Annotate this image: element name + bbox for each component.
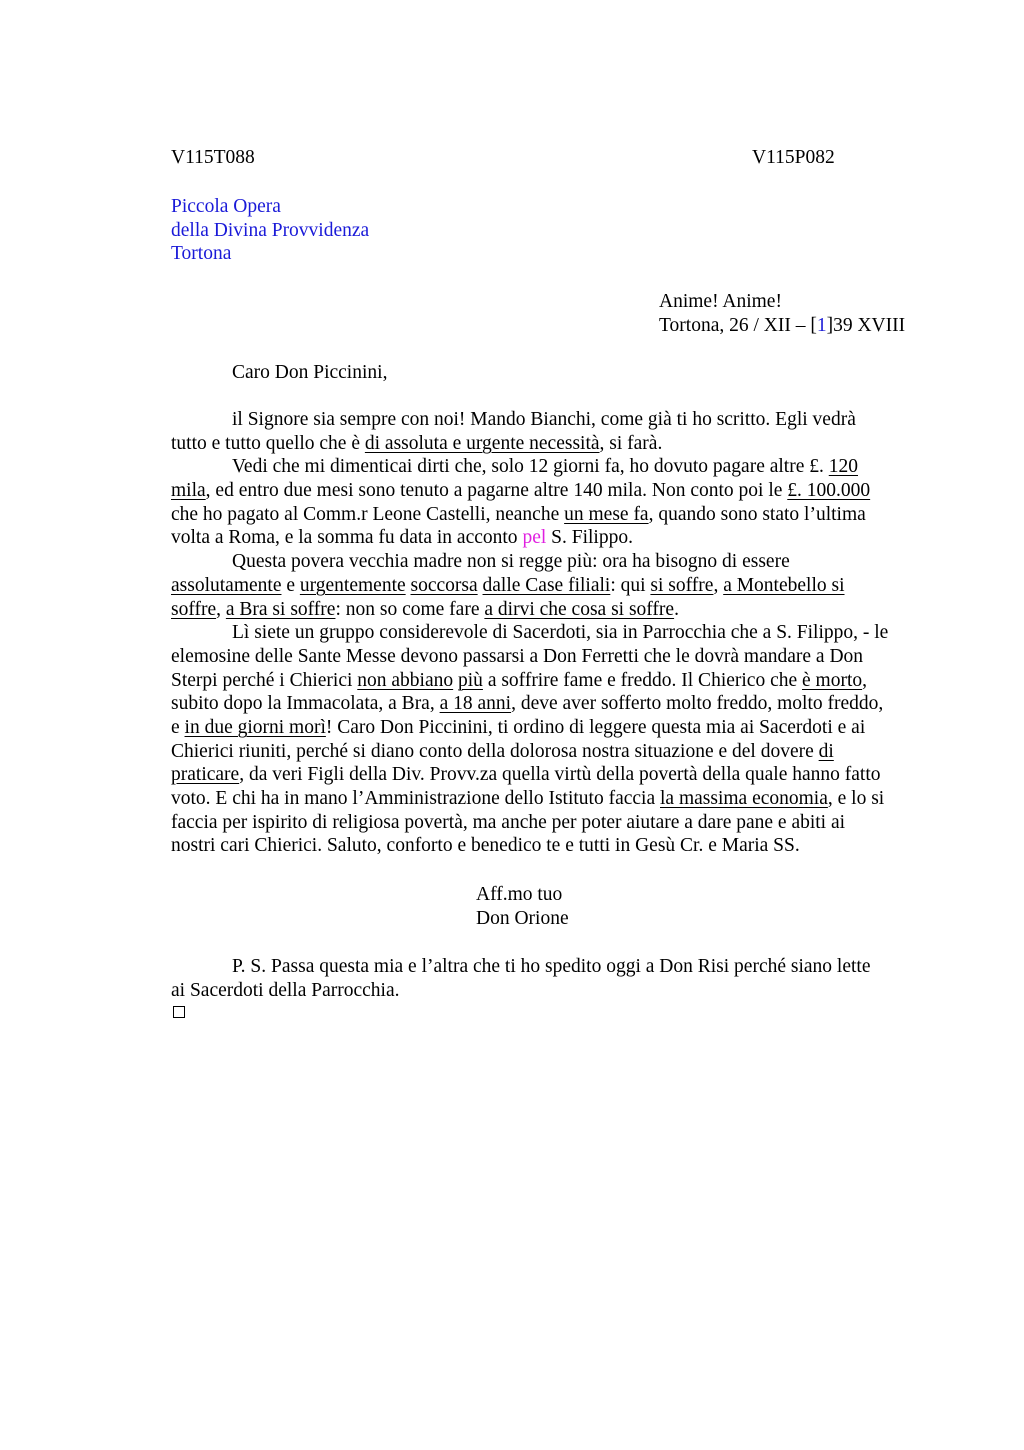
underlined-text: dalle Case filiali (482, 574, 611, 596)
signer-name: Don Orione (476, 907, 569, 929)
closing: Aff.mo tuo (476, 884, 563, 905)
underlined-text: è morto (802, 669, 863, 691)
end-marker-square-icon (173, 1006, 185, 1018)
text: , e lo si (827, 788, 885, 809)
text: ai Sacerdoti della Parrocchia. (171, 979, 400, 1001)
text: elemosine delle Sante Messe devono passarsi a Don Ferretti che le dovrà mandare a Don (171, 645, 864, 667)
underlined-text: non abbiano (357, 669, 454, 691)
body-line (171, 716, 931, 740)
signature-block (476, 883, 569, 930)
text: , (216, 598, 226, 620)
underlined-text: soffre (171, 598, 217, 620)
underlined-text: più (458, 669, 483, 691)
text: ! Caro Don Piccinini, ti ordino di leggere questa mia ai Sacerdoti e ai (325, 716, 866, 738)
text: Chierici riuniti, perché si diano conto della dolorosa nostra situazione e del dovere (171, 740, 819, 762)
text: . (674, 598, 679, 620)
body-line (171, 432, 931, 456)
body-line (171, 740, 931, 764)
postscript-line (171, 955, 931, 979)
postscript-line (171, 979, 931, 1003)
body-line (171, 621, 931, 645)
text: , da veri Figli della Div. Provv.za quella virtù della povertà della quale hanno fatto (239, 764, 881, 786)
text: , (862, 669, 867, 691)
body-line (171, 787, 931, 811)
body-line (171, 503, 931, 527)
place-date (659, 314, 905, 338)
text: , (713, 574, 724, 596)
text: Vedi che mi dimenticai dirti che, solo 12 giorni fa, ho dovuto pagare altre £. (232, 456, 829, 478)
institution-line: della Divina Provvidenza (171, 219, 370, 241)
text: Sterpi perché i Chierici (171, 669, 358, 691)
text: , quando sono stato l’ultima (648, 503, 866, 525)
body-line (171, 574, 931, 598)
text: tutto e tutto quello che è (171, 432, 365, 454)
text: Questa povera vecchia madre non si regge più: ora ha bisogno di essere (232, 551, 790, 573)
salutation: Caro Don Piccinini, (232, 362, 388, 383)
underlined-text: un mese fa (564, 503, 649, 525)
underlined-text: assolutamente (171, 574, 282, 596)
underlined-text: a 18 anni (439, 693, 512, 715)
institution-header (171, 195, 369, 266)
body-line (171, 479, 931, 503)
body-line (171, 669, 931, 693)
letter-body (171, 408, 931, 858)
body-line (171, 834, 931, 858)
date-text: Tortona, 26 / XII – [ (659, 314, 817, 336)
body-line (171, 408, 931, 432)
text: faccia per ispirito di religiosa povertà, ma anche per poter aiutare a dare pane e abiti ai (171, 811, 846, 833)
underlined-text: la massima economia (660, 788, 828, 809)
body-line (171, 692, 931, 716)
institution-line: Tortona (171, 243, 232, 264)
underlined-text: di assoluta e urgente necessità (364, 432, 600, 454)
body-line (171, 550, 931, 574)
underlined-text: a dirvi che cosa si soffre (484, 598, 675, 620)
text: , ed entro due mesi sono tenuto a pagarne altre 140 mila. Non conto poi le (205, 480, 788, 502)
text: , deve aver sofferto molto freddo, molto freddo, (511, 693, 884, 715)
underlined-text: soccorsa (410, 574, 478, 596)
body-line (171, 526, 931, 550)
underlined-text: mila (171, 480, 206, 502)
body-line (171, 645, 931, 669)
underlined-text: praticare (171, 764, 240, 786)
underlined-text: a Montebello si (723, 574, 845, 596)
underlined-text: £. 100.000 (787, 480, 871, 502)
underlined-text: si soffre (650, 574, 714, 596)
underlined-text: in due giorni morì (184, 716, 326, 738)
text: a soffrire fame e freddo. Il Chierico che (482, 669, 803, 691)
highlighted-word: pel (522, 527, 547, 549)
underlined-text: urgentemente (299, 574, 406, 596)
text: : qui (610, 574, 651, 596)
motto: Anime! Anime! (659, 291, 782, 312)
text: subito dopo la Immacolata, a Bra, (171, 693, 440, 715)
text: nostri cari Chierici. Saluto, conforto e benedico te e tutti in Gesù Cr. e Maria SS. (171, 835, 800, 857)
document-code-right: V115P082 (752, 147, 835, 168)
text: e (171, 716, 185, 738)
body-line (171, 455, 931, 479)
text: : non so come fare (335, 598, 485, 620)
postscript (171, 955, 931, 1002)
text: il Signore sia sempre con noi! Mando Bianchi, come già ti ho scritto. Egli vedrà (232, 409, 856, 430)
document-code-left: V115T088 (171, 147, 255, 168)
text: che ho pagato al Comm.r Leone Castelli, neanche (171, 503, 565, 525)
text: e (281, 574, 300, 596)
underlined-text: a Bra si soffre (225, 598, 336, 620)
date-text: ]39 XVIII (826, 314, 906, 336)
text: voto. E chi ha in mano l’Amministrazione dello Istituto faccia (171, 788, 660, 809)
underlined-text: di (818, 740, 834, 762)
text: , si farà. (599, 432, 663, 454)
text: S. Filippo. (546, 527, 633, 549)
date-bracket-digit: 1 (816, 314, 827, 336)
motto-and-date (659, 290, 905, 337)
body-line (171, 763, 931, 787)
body-line (171, 811, 931, 835)
text: Lì siete un gruppo considerevole di Sacerdoti, sia in Parrocchia che a S. Filippo, - le (232, 622, 889, 644)
body-line (171, 598, 931, 622)
text: P. S. Passa questa mia e l’altra che ti ho spedito oggi a Don Risi perché siano lette (232, 956, 871, 977)
text: volta a Roma, e la somma fu data in acconto (171, 527, 523, 549)
institution-line: Piccola Opera (171, 196, 281, 217)
underlined-text: 120 (828, 456, 858, 478)
